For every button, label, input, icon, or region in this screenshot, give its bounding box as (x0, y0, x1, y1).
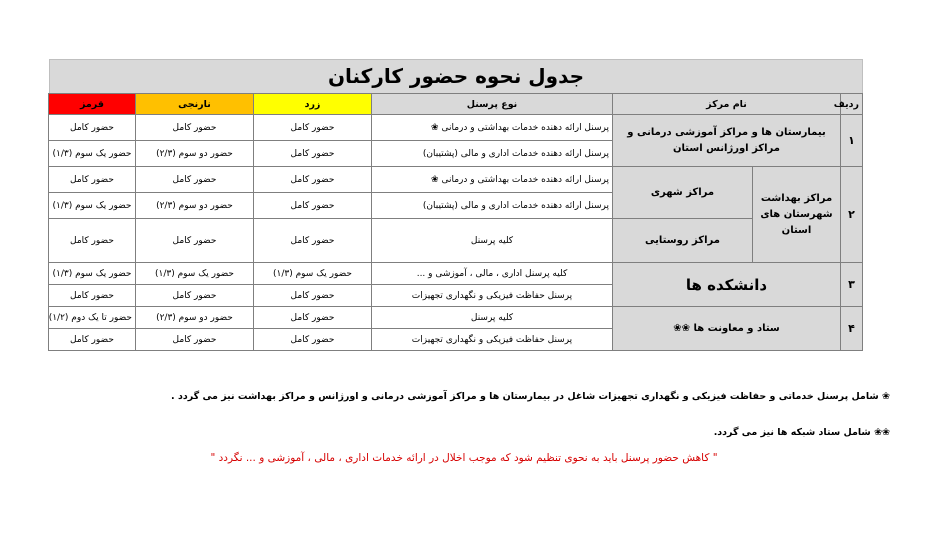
red-cell: حضور یک سوم (۱/۳) (48, 193, 135, 219)
center-name: مراکز شهری (612, 167, 752, 219)
header-staff-type: نوع پرسنل (371, 94, 612, 115)
center-name: بیمارستان ها و مراکز آموزشی درمانی و مراکز اورژانس استان (612, 115, 840, 167)
orange-cell: حضور دو سوم (۲/۳) (135, 141, 253, 167)
header-row (48, 94, 862, 115)
staff-type: پرسنل حفاظت فیزیکی و نگهداری تجهیزات (371, 329, 612, 351)
footnote-single-star: ❀ شامل پرسنل خدماتی و حفاظت فیزیکی و نگهداری تجهیزات شاغل در بیمارستان ها و مراکز آموزشی درمانی و اورژانس و مراکز بهداشت نیز می گردد . (171, 391, 890, 402)
orange-cell: حضور کامل (135, 115, 253, 141)
header-yellow: زرد (253, 94, 371, 115)
red-cell: حضور تا یک دوم (۱/۲) (48, 307, 135, 329)
table-row (48, 263, 862, 285)
header-red: قرمز (48, 94, 135, 115)
orange-cell: حضور کامل (135, 167, 253, 193)
orange-cell: حضور کامل (135, 285, 253, 307)
center-name: مراکز روستایی (612, 219, 752, 263)
red-cell: حضور کامل (48, 329, 135, 351)
orange-cell: حضور یک سوم (۱/۳) (135, 263, 253, 285)
staff-type: پرسنل ارائه دهنده خدمات بهداشتی و درمانی ❀ (371, 167, 612, 193)
header-center-name: نام مرکز (612, 94, 840, 115)
header-orange: نارنجی (135, 94, 253, 115)
page-title: جدول نحوه حضور کارکنان (49, 59, 863, 93)
table-row (48, 307, 862, 329)
table-row (48, 219, 862, 263)
center-group-name: مراکز بهداشت شهرستان های استان (753, 167, 841, 263)
header-row-number: ردیف (841, 94, 863, 115)
warning-note: " کاهش حضور پرسنل باید به نحوی تنظیم شود که موجب اخلال در ارائه خدمات اداری ، مالی ، آموزشی و ... نگردد " (210, 452, 718, 464)
orange-cell: حضور دو سوم (۲/۳) (135, 307, 253, 329)
center-name: ستاد و معاونت ها ❀❀ (612, 307, 840, 351)
staff-type: کلیه پرسنل (371, 219, 612, 263)
orange-cell: حضور دو سوم (۲/۳) (135, 193, 253, 219)
yellow-cell: حضور کامل (253, 285, 371, 307)
yellow-cell: حضور کامل (253, 115, 371, 141)
yellow-cell: حضور یک سوم (۱/۳) (253, 263, 371, 285)
yellow-cell: حضور کامل (253, 329, 371, 351)
row-number: ۱ (841, 115, 863, 167)
yellow-cell: حضور کامل (253, 141, 371, 167)
center-name: دانشکده ها (612, 263, 840, 307)
row-number: ۳ (841, 263, 863, 307)
yellow-cell: حضور کامل (253, 193, 371, 219)
orange-cell: حضور کامل (135, 329, 253, 351)
yellow-cell: حضور کامل (253, 167, 371, 193)
orange-cell: حضور کامل (135, 219, 253, 263)
attendance-table (48, 93, 863, 351)
table-row (48, 115, 862, 141)
staff-type: کلیه پرسنل اداری ، مالی ، آموزشی و ... (371, 263, 612, 285)
staff-type: پرسنل ارائه دهنده خدمات بهداشتی و درمانی ❀ (371, 115, 612, 141)
row-number: ۲ (841, 167, 863, 263)
staff-type: پرسنل ارائه دهنده خدمات اداری و مالی (پشتیبان) (371, 141, 612, 167)
red-cell: حضور یک سوم (۱/۳) (48, 141, 135, 167)
yellow-cell: حضور کامل (253, 219, 371, 263)
table-row (48, 167, 862, 193)
attendance-sheet (49, 59, 863, 351)
yellow-cell: حضور کامل (253, 307, 371, 329)
red-cell: حضور کامل (48, 219, 135, 263)
red-cell: حضور کامل (48, 285, 135, 307)
staff-type: کلیه پرسنل (371, 307, 612, 329)
row-number: ۴ (841, 307, 863, 351)
red-cell: حضور کامل (48, 167, 135, 193)
red-cell: حضور یک سوم (۱/۳) (48, 263, 135, 285)
staff-type: پرسنل ارائه دهنده خدمات اداری و مالی (پشتیبان) (371, 193, 612, 219)
footnote-double-star: ❀❀ شامل ستاد شبکه ها نیز می گردد. (713, 427, 890, 438)
staff-type: پرسنل حفاظت فیزیکی و نگهداری تجهیزات (371, 285, 612, 307)
red-cell: حضور کامل (48, 115, 135, 141)
